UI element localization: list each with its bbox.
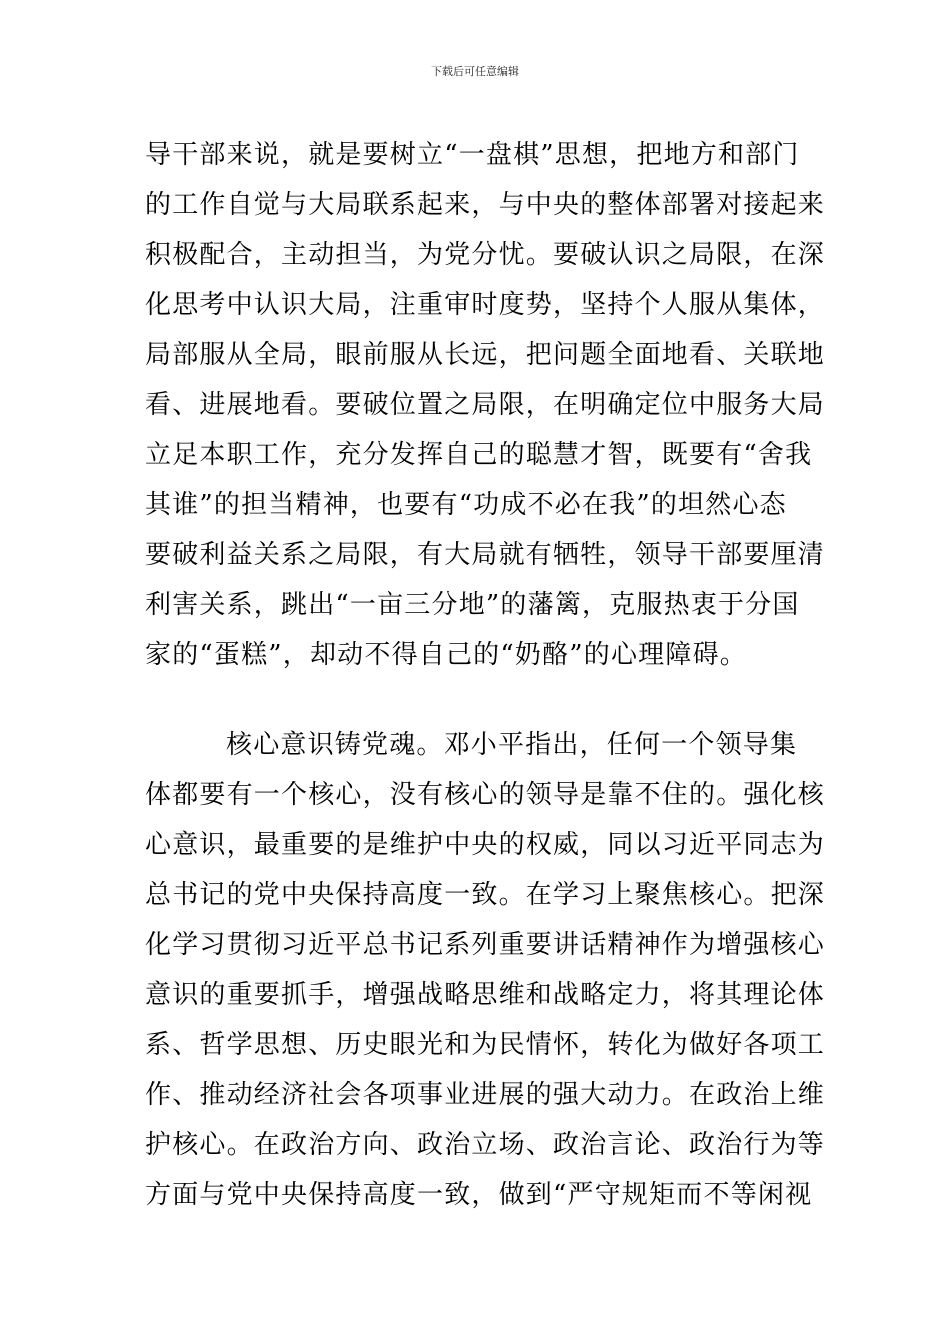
paragraph-2-line: 系、哲学思想、历史眼光和为民情怀，转化为做好各项工	[145, 1030, 825, 1060]
paragraph-1-line: 立足本职工作，充分发挥自己的聪慧才智，既要有“舍我	[145, 440, 813, 470]
paragraph-1-line: 局部服从全局，眼前服从长远，把问题全面地看、关联地	[145, 340, 825, 370]
page-header: 下载后可任意编辑	[431, 65, 519, 78]
paragraph-2-line: 体都要有一个核心，没有核心的领导是靠不住的。强化核	[145, 780, 825, 810]
paragraph-2-line: 总书记的党中央保持高度一致。在学习上聚焦核心。把深	[145, 880, 825, 910]
paragraph-2-line: 核心意识铸党魂。邓小平指出，任何一个领导集	[226, 730, 798, 760]
paragraph-2-line: 心意识，最重要的是维护中央的权威，同以习近平同志为	[145, 830, 825, 860]
paragraph-2-line: 方面与党中央保持高度一致，做到“严守规矩而不等闲视	[145, 1180, 813, 1210]
paragraph-2-line: 化学习贯彻习近平总书记系列重要讲话精神作为增强核心	[145, 930, 825, 960]
paragraph-1-line: 导干部来说，就是要树立“一盘棋”思想，把地方和部门	[145, 140, 800, 170]
paragraph-1-line: 看、进展地看。要破位置之局限，在明确定位中服务大局	[145, 390, 825, 420]
paragraph-1-line: 化思考中认识大局，注重审时度势，坚持个人服从集体，	[145, 290, 825, 320]
paragraph-1-line: 要破利益关系之局限，有大局就有牺牲，领导干部要厘清	[145, 540, 825, 570]
paragraph-1-line: 利害关系，跳出“一亩三分地”的藩篱，克服热衷于分国	[145, 590, 800, 620]
paragraph-1-line: 的工作自觉与大局联系起来，与中央的整体部署对接起来	[145, 190, 825, 220]
paragraph-1-line: 其谁”的担当精神，也要有“功成不必在我”的坦然心态	[145, 490, 787, 520]
paragraph-1-line: 家的“蛋糕”，却动不得自己的“奶酪”的心理障碍。	[145, 640, 747, 670]
paragraph-2-line: 意识的重要抓手，增强战略思维和战略定力，将其理论体	[145, 980, 825, 1010]
paragraph-2-line: 作、推动经济社会各项事业进展的强大动力。在政治上维	[145, 1080, 825, 1110]
paragraph-1-line: 积极配合，主动担当，为党分忧。要破认识之局限，在深	[145, 240, 825, 270]
paragraph-2-line: 护核心。在政治方向、政治立场、政治言论、政治行为等	[145, 1130, 825, 1160]
